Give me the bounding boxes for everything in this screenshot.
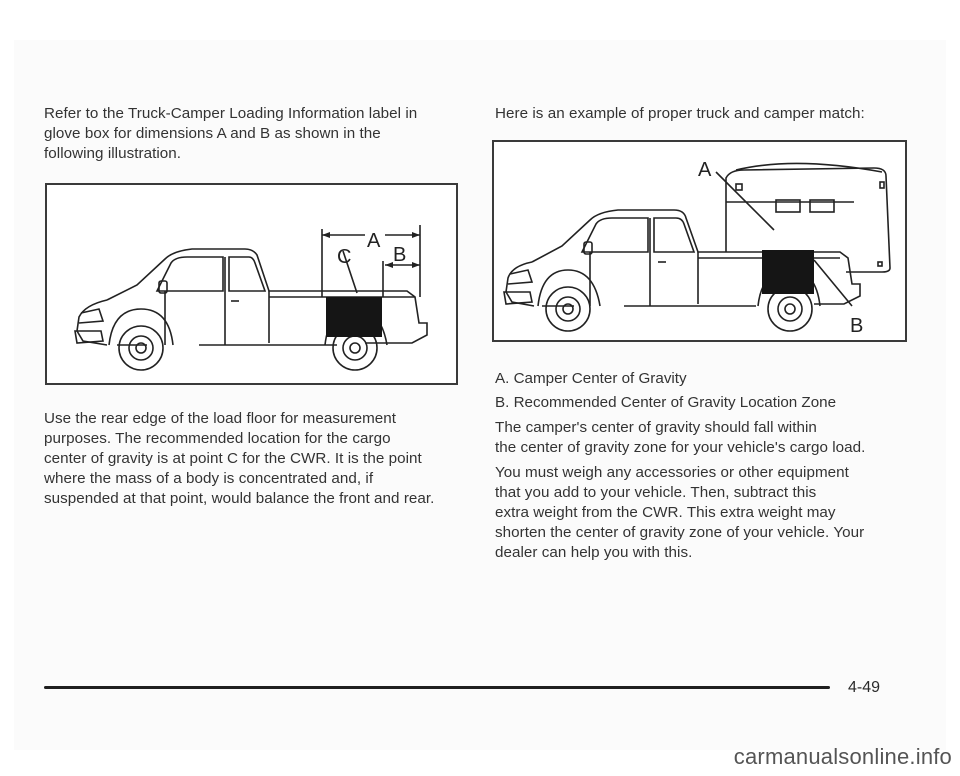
truck-camper-illustration [494, 142, 905, 340]
figure-label-b: B [393, 244, 407, 266]
right-para1-line-2: the center of gravity zone for your vehicle's cargo load. [495, 439, 866, 456]
figure-label-c: C [337, 246, 352, 268]
left-body-line-4: where the mass of a body is concentrated and, if [44, 470, 374, 487]
right-para2-line-3: extra weight from the CWR. This extra weight may [495, 504, 836, 521]
truck-camper-figure [492, 140, 907, 342]
left-body-line-2: purposes. The recommended location for the cargo [44, 430, 391, 447]
left-body-line-5: suspended at that point, would balance the front and rear. [44, 490, 435, 507]
right-para1-line-1: The camper's center of gravity should fall within [495, 419, 817, 436]
right-para2-line-2: that you add to your vehicle. Then, subtract this [495, 484, 817, 501]
truck-dimensions-figure [45, 183, 458, 385]
left-intro-line-1: Refer to the Truck-Camper Loading Information label in [44, 105, 418, 122]
truck-illustration [47, 185, 456, 383]
camper-label-b: B [850, 315, 864, 337]
legend-item-b: B. Recommended Center of Gravity Location Zone [495, 394, 837, 411]
watermark: carmanualsonline.info [733, 744, 952, 769]
figure-label-a: A [367, 230, 381, 252]
right-intro-line: Here is an example of proper truck and camper match: [495, 105, 865, 122]
page-number: 4-49 [848, 679, 881, 696]
camper-label-a: A [698, 159, 712, 181]
footer-rule [44, 686, 830, 689]
right-para2-line-5: dealer can help you with this. [495, 544, 693, 561]
legend-item-a: A. Camper Center of Gravity [495, 370, 687, 387]
left-intro-line-3: following illustration. [44, 145, 182, 162]
left-body-line-1: Use the rear edge of the load floor for measurement [44, 410, 397, 427]
right-para2-line-1: You must weigh any accessories or other equipment [495, 464, 849, 481]
right-para2-line-4: shorten the center of gravity zone of your vehicle. Your [495, 524, 865, 541]
left-intro-line-2: glove box for dimensions A and B as shown in the [44, 125, 381, 142]
left-body-line-3: center of gravity is at point C for the CWR. It is the point [44, 450, 422, 467]
